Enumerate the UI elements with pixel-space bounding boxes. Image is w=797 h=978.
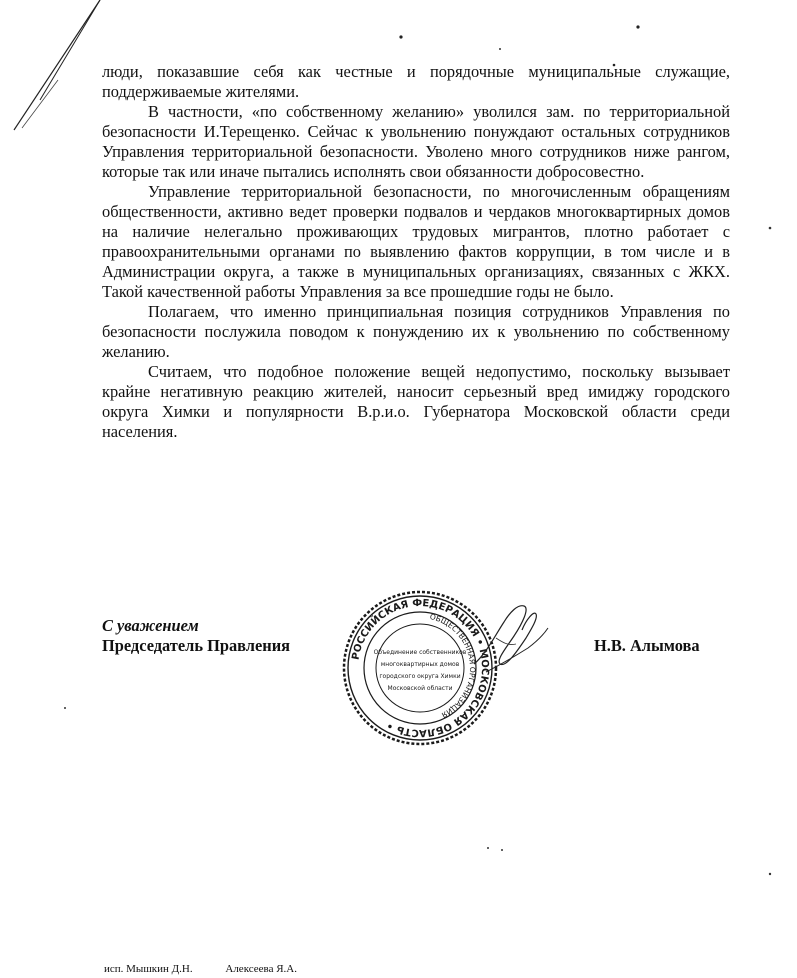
letter-body xyxy=(102,62,730,442)
seal-outer-text: РОССИЙСКАЯ ФЕДЕРАЦИЯ • МОСКОВСКАЯ ОБЛАСТЬ • xyxy=(350,597,491,739)
paragraph-5: Считаем, что подобное положение вещей недопустимо, поскольку вызывает крайне негативную реакцию жителей, наносит серьезный вред имиджу городского округа Химки и популярности В.р.и.о. Губернатора Московской области среди населения. xyxy=(102,362,730,441)
closing-block xyxy=(102,616,290,656)
executor-2: Алексеева Я.А. xyxy=(225,963,298,975)
paragraph-1: люди, показавшие себя как честные и порядочные муниципальные служащие, поддерживаемые жителями. xyxy=(102,62,730,101)
paragraph-4: Полагаем, что именно принципиальная позиция сотрудников Управления по безопасности послужила поводом к понуждению их к увольнению по собственному желанию. xyxy=(102,302,730,361)
signer-position: Председатель Правления xyxy=(102,636,291,655)
seal-center-line-1: Объединение собственников xyxy=(373,649,467,656)
seal-center-line-4: Московской области xyxy=(387,685,453,692)
handwritten-signature xyxy=(466,594,556,684)
executors-line xyxy=(104,962,297,976)
paragraph-3: Управление территориальной безопасности, по многочисленным обращениям общественности, активно ведет проверки подвалов и чердаков многоквартирных домов на наличие нелегально проживающих трудовых мигрантов, плотно работает с правоохранительными органами по выявлению фактов коррупции, в том числе и в Администрации округа, а также в муниципальных организациях, связанных с ЖКХ. Такой качественной работы Управления за все прошедшие годы не было. xyxy=(102,182,730,301)
seal-inner-text: ОБЩЕСТВЕННАЯ ОРГАНИЗАЦИЯ xyxy=(428,612,478,720)
closing-greeting: С уважением xyxy=(102,616,199,635)
paragraph-2: В частности, «по собственному желанию» уволился зам. по территориальной безопасности И.Терещенко. Сейчас к увольнению понуждают остальных сотрудников Управления территориальной безопасности. Уволено много сотрудников ниже рангом, которые так или иначе пытались исполнять свои обязанности добросовестно. xyxy=(102,102,730,181)
signer-name: Н.В. Алымова xyxy=(594,636,700,655)
seal-center-line-2: многоквартирных домов xyxy=(380,661,460,668)
seal-center-line-3: городского округа Химки xyxy=(379,673,461,680)
executor-1: исп. Мышкин Д.Н. xyxy=(104,963,193,975)
